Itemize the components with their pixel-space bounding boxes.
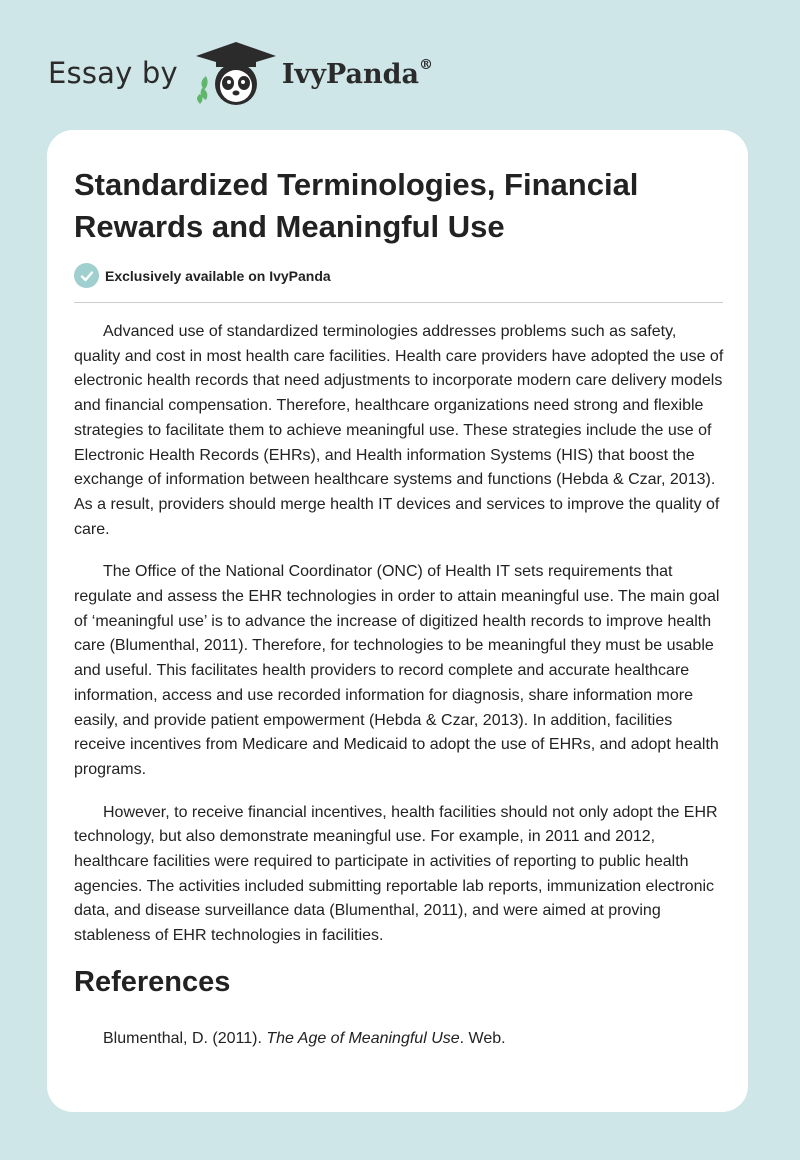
essay-by-label: Essay by (48, 56, 178, 90)
paragraph: However, to receive financial incentives, health facilities should not only adopt the EHR technology, but also demonstrate meaningful use. For example, in 2011 and 2012, healthcare facilities were required to participate in activities of reporting to public health agencies. The activities included submitting reportable lab reports, immunization electronic data, and disease surveillance data (Blumenthal, 2011), and were aimed at proving stableness of EHR technologies in facilities. (74, 803, 718, 945)
reference-title: The Age of Meaningful Use (266, 1030, 460, 1047)
article-title: Standardized Terminologies, Financial Rewards and Meaningful Use (74, 167, 639, 244)
reference-author: Blumenthal, D. (2011). (103, 1030, 267, 1047)
article-body (74, 320, 726, 967)
paragraph: Advanced use of standardized terminologies addresses problems such as safety, quality and cost in most health care facilities. Health care providers have adopted the use of electronic health records that need adjustments to incorporate modern care delivery models and financial compensation. Therefore, healthcare organizations need strong and flexible strategies to facilitate them to achieve meaningful use. These strategies include the use of Electronic Health Records (EHRs), and Health information Systems (HIS) that boost the exchange of information between healthcare systems and functions (Hebda & Czar, 2013). As a result, providers should merge health IT devices and services to improve the quality of care. (74, 323, 724, 538)
reference-suffix: . Web. (459, 1030, 506, 1047)
title-divider (74, 302, 723, 303)
article-card (47, 130, 748, 1112)
exclusive-badge (74, 263, 331, 288)
site-header (48, 38, 433, 108)
panda-logo-icon[interactable] (192, 38, 280, 108)
reference-item (103, 1030, 506, 1048)
references-heading: References (74, 966, 231, 998)
brand-name[interactable]: IvyPanda® (281, 56, 433, 90)
exclusive-badge-label: Exclusively available on IvyPanda (105, 267, 331, 284)
checkmark-icon (74, 263, 99, 288)
registered-mark: ® (418, 56, 433, 73)
paragraph: The Office of the National Coordinator (ONC) of Health IT sets requirements that regulate and assess the EHR technologies in order to attain meaningful use. The main goal of ‘meaningful use’ is to advance the increase of digitized health records to improve health care (Blumenthal, 2011). Therefore, for technologies to be meaningful they must be usable and useful. This facilitates health providers to record complete and accurate healthcare information, access and use recorded information for diagnosis, share information more easily, and provide patient empowerment (Hebda & Czar, 2013). In addition, facilities receive incentives from Medicare and Medicaid to adopt the use of EHRs, and adopt health programs. (74, 563, 720, 778)
